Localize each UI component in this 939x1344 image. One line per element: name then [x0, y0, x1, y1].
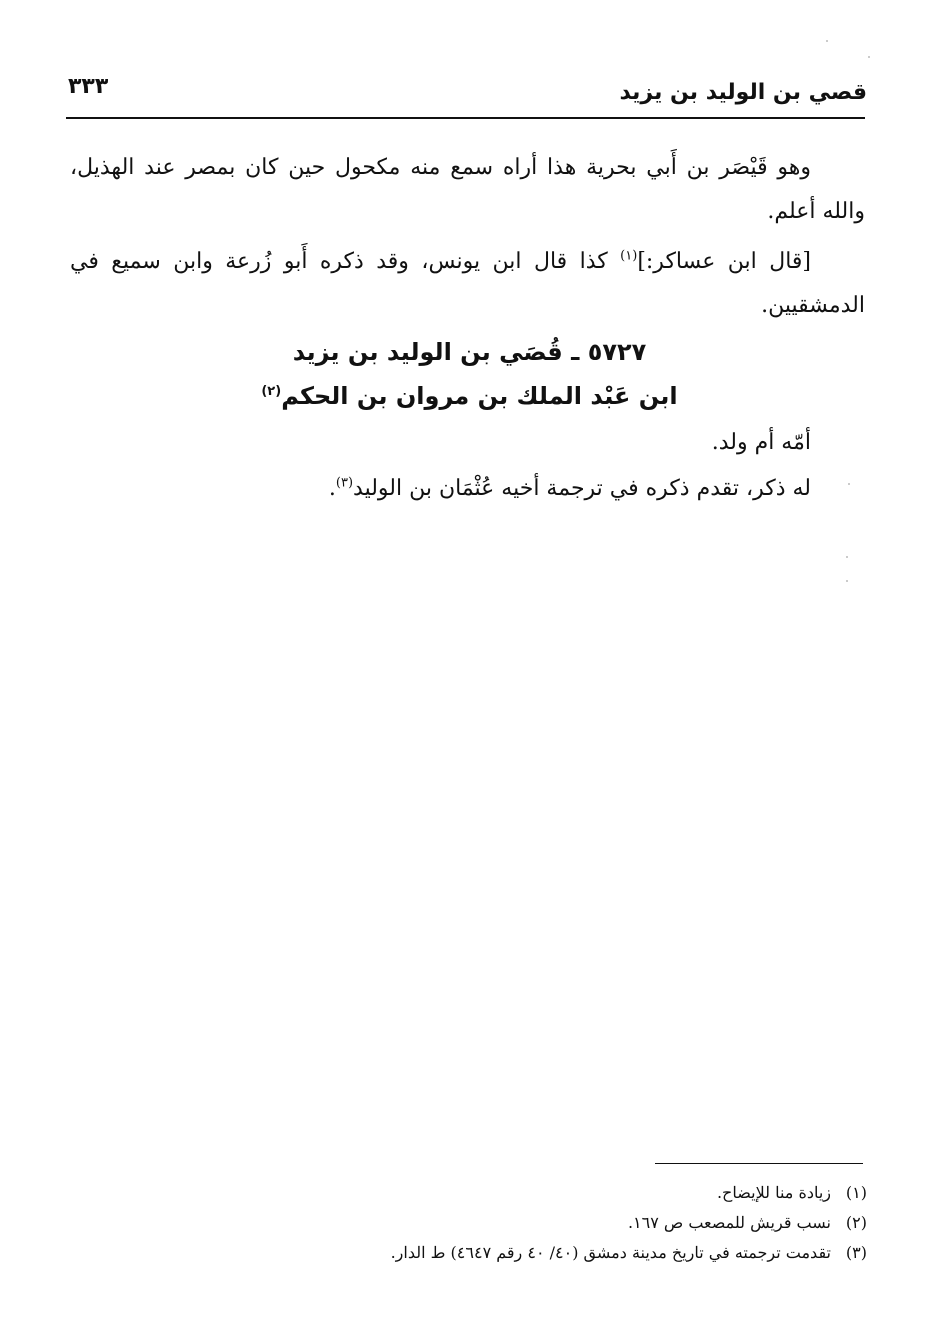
entry-heading-line-1: ٥٧٢٧ ـ قُصَي بن الوليد بن يزيد	[292, 338, 647, 366]
scan-speck	[848, 483, 850, 485]
footnote-2	[147, 1208, 867, 1238]
entry-heading-line-2-text: ابن عَبْد الملك بن مروان بن الحكم	[281, 382, 678, 410]
header-divider	[66, 117, 865, 119]
body-text	[70, 146, 865, 334]
footnote-text: نسب قريش للمصعب ص ١٦٧.	[627, 1213, 831, 1232]
footnote-ref-2: (٢)	[261, 384, 282, 399]
scan-speck	[868, 56, 870, 58]
scan-speck	[846, 580, 848, 582]
entry-heading	[0, 330, 939, 418]
running-header-title: قصي بن الوليد بن يزيد	[619, 80, 867, 105]
entry-heading-line-2	[0, 374, 939, 418]
page-number: ٣٣٣	[68, 74, 109, 99]
footnote-1	[147, 1178, 867, 1208]
paragraph-2-start: [قال ابن عساكر:]	[637, 249, 812, 274]
footnote-3	[147, 1238, 867, 1268]
entry-line-2-text: له ذكر، تقدم ذكره في ترجمة أخيه عُثْمَان بن الوليد	[353, 476, 811, 501]
footnote-text: تقدمت ترجمته في تاريخ مدينة دمشق (٤٠/ ٤٠ رقم ٤٦٤٧) ط الدار.	[390, 1243, 831, 1262]
entry-line-2	[111, 466, 811, 512]
paragraph-2	[70, 240, 865, 328]
entry-line-2-end: .	[328, 476, 336, 501]
entry-line-1: أمّه أم ولد.	[711, 430, 811, 455]
footnote-divider	[655, 1163, 863, 1164]
entry-body	[111, 420, 811, 512]
scan-speck	[826, 40, 828, 42]
paragraph-1: وهو قَيْصَر بن أَبي بحرية هذا أراه سمع منه مكحول حين كان بمصر عند الهذيل، والله أعلم.	[70, 155, 865, 224]
scan-speck	[846, 556, 848, 558]
footnote-number: (٣)	[845, 1243, 867, 1262]
footnote-ref-1: (١)	[620, 248, 638, 264]
footnote-text: زيادة منا للإيضاح.	[716, 1183, 831, 1202]
footnotes	[147, 1178, 867, 1268]
footnote-ref-3: (٣)	[335, 475, 354, 491]
footnote-number: (١)	[845, 1183, 867, 1202]
footnote-number: (٢)	[845, 1213, 867, 1232]
paragraph-2-rest: كذا قال ابن يونس، وقد ذكره أَبو زُرعة وابن سميع في الدمشقيين.	[70, 249, 865, 318]
